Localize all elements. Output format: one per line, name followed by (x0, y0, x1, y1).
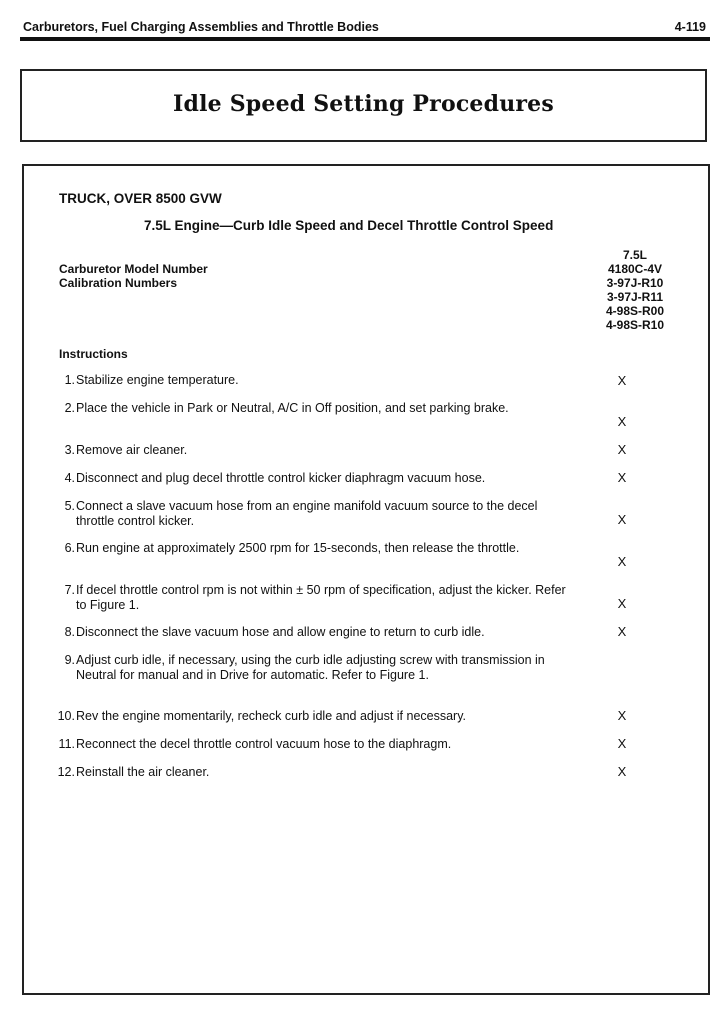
carburetor-model: 4180C-4V (607, 262, 663, 276)
table-heading: 7.5L Engine—Curb Idle Speed and Decel Throttle Control Speed (144, 218, 554, 233)
step-number: 8. (64, 625, 75, 639)
calibration-number: 4-98S-R00 (605, 304, 665, 318)
header-rule (20, 37, 710, 41)
step-text: Disconnect and plug decel throttle control kicker diaphragm vacuum hose. (76, 471, 486, 485)
step-number: 10. (57, 709, 75, 723)
step-check-mark: X (617, 736, 627, 751)
instruction-step-5 (24, 499, 708, 528)
engine-size: 7.5L (622, 248, 647, 262)
step-text: Rev the engine momentarily, recheck curb idle and adjust if necessary. (76, 709, 467, 723)
instruction-step-4 (24, 470, 708, 485)
step-check-mark: X (617, 596, 627, 611)
step-number: 2. (64, 401, 75, 415)
instruction-step-6 (24, 541, 708, 569)
step-check-mark: X (617, 414, 627, 429)
instruction-step-10 (24, 708, 708, 723)
step-check-mark: X (617, 470, 627, 485)
step-number: 1. (64, 373, 75, 387)
calibration-label: Calibration Numbers (59, 276, 178, 290)
step-text: Reinstall the air cleaner. (76, 765, 210, 779)
step-check-mark: X (617, 554, 627, 569)
instruction-step-7 (24, 583, 708, 612)
step-check-mark: X (617, 708, 627, 723)
instructions-label: Instructions (59, 347, 128, 361)
instruction-step-12 (24, 764, 708, 779)
instruction-step-2 (24, 401, 708, 429)
calibration-number: 3-97J-R10 (606, 276, 664, 290)
step-text: Stabilize engine temperature. (76, 373, 239, 387)
step-check-mark: X (617, 512, 627, 527)
section-heading: TRUCK, OVER 8500 GVW (59, 191, 222, 206)
step-text: Connect a slave vacuum hose from an engine manifold vacuum source to the decel throttle control kicker. (76, 499, 538, 528)
page-title: Idle Speed Setting Procedures (173, 91, 554, 117)
instruction-step-1 (24, 373, 708, 388)
step-check-mark: X (617, 442, 627, 457)
calibration-number: 4-98S-R10 (605, 318, 665, 332)
instruction-step-11 (24, 736, 708, 751)
content-box (22, 164, 710, 995)
step-text: Remove air cleaner. (76, 443, 188, 457)
calibration-list (580, 276, 690, 332)
step-number: 3. (64, 443, 75, 457)
step-number: 6. (64, 541, 75, 555)
carburetor-model-label: Carburetor Model Number (59, 262, 208, 276)
step-text: Run engine at approximately 2500 rpm for 15-seconds, then release the throttle. (76, 541, 520, 555)
step-number: 12. (57, 765, 75, 779)
instruction-step-8 (24, 624, 708, 639)
step-check-mark: X (617, 764, 627, 779)
step-text: Reconnect the decel throttle control vacuum hose to the diaphragm. (76, 737, 452, 751)
step-check-mark: X (617, 373, 627, 388)
step-text: Disconnect the slave vacuum hose and allow engine to return to curb idle. (76, 625, 485, 639)
step-number: 5. (64, 499, 75, 513)
instruction-step-3 (24, 442, 708, 457)
title-box (20, 69, 707, 142)
step-text: Place the vehicle in Park or Neutral, A/C in Off position, and set parking brake. (76, 401, 509, 415)
step-check-mark: X (617, 624, 627, 639)
step-number: 11. (58, 737, 75, 751)
step-text: If decel throttle control rpm is not within ± 50 rpm of specification, adjust the kicker. Refer to Figure 1. (76, 583, 566, 612)
page-number: 4-119 (674, 20, 706, 34)
step-text: Adjust curb idle, if necessary, using the curb idle adjusting screw with transmission in Neutral for manual and in Drive for automatic. Refer to Figure 1. (76, 653, 545, 682)
calibration-number: 3-97J-R11 (606, 290, 664, 304)
step-number: 9. (64, 653, 75, 667)
step-number: 4. (64, 471, 75, 485)
instruction-step-9 (24, 653, 708, 682)
running-head: Carburetors, Fuel Charging Assemblies and Throttle Bodies (23, 20, 379, 34)
step-number: 7. (64, 583, 75, 597)
